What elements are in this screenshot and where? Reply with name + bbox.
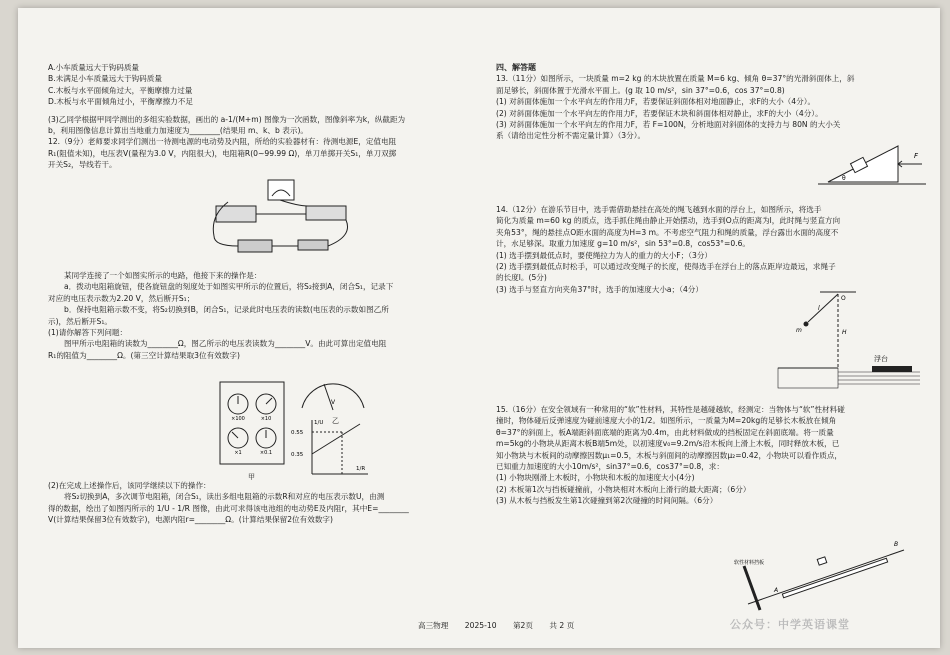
q15-line: 知小物块与木板间的动摩擦因数μ₁=0.5，木板与斜面间的动摩擦因数μ₂=0.42，小物块可以看作质点， <box>496 450 843 460</box>
incline-figure-q13 <box>818 138 928 190</box>
q14-text <box>496 204 926 295</box>
q12-line2: R₁(阻值未知)，电压表V(量程为3.0 V，内阻很大)，电阻箱R(0~99.99 Ω)，单刀单掷开关S₁，单刀双掷 <box>48 148 397 158</box>
q12-part2-text <box>48 480 488 526</box>
height-h-label: H <box>842 329 847 336</box>
option-a: A.小车质量远大于钩码质量 <box>48 63 140 72</box>
q14-line: 14.（12分）在游乐节目中，选手需借助悬挂在高处的绳飞越到水面的浮台上，如图所示，将选手 <box>496 205 822 214</box>
proc-line: 对应的电压表示数为2.20 V，然后断开S₁； <box>48 293 195 303</box>
q15-text <box>496 404 926 507</box>
watermark: 公众号：中学英语课堂 <box>730 618 850 631</box>
q12-line1: 12.（9分）老师要求同学们测出一待测电源的电动势及内阻，所给的实验器材有：待测电源E，定值电阻 <box>48 137 397 147</box>
knob-label: ×1 <box>234 450 242 456</box>
graph-1u-1r <box>290 418 370 478</box>
q14-line: 计，水足够深。取重力加速度 g=10 m/s²，sin 53°=0.8，cos53°=0.6。 <box>496 239 750 249</box>
part2-line: (2)在完成上述操作后，该同学继续以下的操作： <box>48 481 211 490</box>
proc-line: R₁的阻值为________Ω。(第三空计算结果取3位有效数字) <box>48 350 240 360</box>
left-column <box>48 62 488 171</box>
q13-line: (2) 对斜面体施加一个水平向左的作用力F，若要保证木块和斜面体相对静止，求F的大小（4分）。 <box>496 108 823 118</box>
q11-part3-line1: (3)乙同学根据甲同学测出的多组实验数据，画出的 a-1/(M+m) 图像为一次函数，图像斜率为k，纵截距为 <box>48 114 406 124</box>
section-title: 四、解答题 <box>496 63 536 72</box>
q14-line: (3) 选手与竖直方向夹角37°时，选手的加速度大小a；（4分） <box>496 284 703 294</box>
tick-035: 0.35 <box>291 452 304 458</box>
part2-line: 将S₂切换到A，多次调节电阻箱，闭合S₁，读出多组电阻箱的示数R和对应的电压表示数U，由测 <box>64 492 385 502</box>
q14-line: 简化为质量 m=60 kg 的质点，选手抓住绳由静止开始摆动，选手到O点的距离为l，此时绳与竖直方向 <box>496 216 841 226</box>
theta-label: θ <box>842 175 846 182</box>
proc-line: a．拨动电阻箱旋钮，使各旋钮盘的刻度处于如图实甲所示的位置后，将S₂接到A，闭合S₁，记录下 <box>64 282 394 292</box>
point-a-label: A <box>774 587 779 594</box>
board-figure-q15 <box>708 532 908 612</box>
option-b: B.未满足小车质量远大于钩码质量 <box>48 74 162 84</box>
q15-line: (2) 木板第1次与挡板碰撞前，小物块相对木板向上滑行的最大距离；（6分） <box>496 484 751 494</box>
resistance-box-icon <box>216 206 256 222</box>
right-column <box>496 62 926 142</box>
q14-line: 的长度l。(5分) <box>496 273 547 283</box>
battery-icon <box>238 240 272 252</box>
q15-line: θ=37°的斜面上，板A端距斜面底端的距离为0.4m，由此材料做成的挡板固定在斜面底端。将一质量 <box>496 427 834 437</box>
q13-line: 面足够长，斜面体置于光滑水平面上。(g 取 10 m/s²，sin 37°=0.6，cos 37°=0.8) <box>496 85 785 95</box>
graph-x-label: 1/R <box>356 466 366 472</box>
q11-part3-line2: b，利用图像信息计算出当地重力加速度为________(结果用 m、k、b 表示)。 <box>48 126 308 136</box>
meter-v-label: V <box>330 399 336 406</box>
q15-line: (1) 小物块刚滑上木板时，小物块和木板的加速度大小(4分) <box>496 473 695 483</box>
part2-line: V(计算结果保留3位有效数字)，电源内阻r=________Ω。(计算结果保留2位有效数字) <box>48 515 333 525</box>
knob-label: ×0.1 <box>259 450 273 456</box>
mass-m-label: m <box>796 327 802 334</box>
resistor-r1-icon <box>298 240 328 250</box>
graph-y-label: 1/U <box>314 420 324 426</box>
q14-line: (1) 选手摆到最低点时，要使绳拉力为人的重力的大小F；（3分） <box>496 250 713 260</box>
switch-s2-icon <box>306 206 346 220</box>
force-f-label: F <box>914 152 919 160</box>
q13-line: 13.（11分）如图所示，一块质量 m=2 kg 的木块放置在质量 M=6 kg、倾角 θ=37°的光滑斜面体上，斜 <box>496 74 855 84</box>
proc-line: (1)请你解答下列问题： <box>48 328 128 338</box>
footer-page: 第2页 <box>512 621 533 630</box>
part2-line: 得的数据，绘出了如图丙所示的 1/U - 1/R 图像，由此可求得该电池组的电动势E及内阻r，其中E=________ <box>48 503 409 513</box>
knob-label: ×100 <box>231 416 245 422</box>
footer-subject: 高三物理 <box>418 621 449 630</box>
q15-line: 撞时，物体碰后反弹速度为碰前速度大小的1/2。如图所示，一质量为M=20kg的足够长木板放在倾角 <box>496 416 837 426</box>
knob-label: ×10 <box>260 416 272 422</box>
resistance-box-figure <box>218 380 288 472</box>
fig-label-jia: 甲 <box>248 473 255 481</box>
soft-barrier-label: 软性材料挡板 <box>734 560 765 566</box>
fig-label-yi: 乙 <box>332 417 339 425</box>
circuit-diagram <box>208 176 358 268</box>
rope-l-label: l <box>818 305 820 312</box>
voltmeter-dial <box>296 374 370 414</box>
q14-line: 夹角53°，绳的悬挂点O距水面的高度为H=3 m。不考虑空气阻力和绳的质量，浮台露出水面的高度不 <box>496 227 839 237</box>
q13-line: (3) 对斜面体施加一个水平向左的作用力F，若 F=100N，分析地面对斜面体的支持力与 80N 的大小关 <box>496 120 841 130</box>
proc-line: 某同学连接了一个如图实所示的电路，他接下来的操作是： <box>64 271 262 280</box>
q13-line: (1) 对斜面体施加一个水平向左的作用力F，若要保证斜面体相对地面静止，求F的大小（4分）。 <box>496 97 816 107</box>
proc-line: 图甲所示电阻箱的读数为________Ω，图乙所示的电压表读数为________V。由此可算出定值电阻 <box>64 339 387 349</box>
swing-figure-q14 <box>774 288 924 392</box>
proc-line: 示)，然后断开S₁。 <box>48 316 112 326</box>
procedure-text <box>48 270 488 361</box>
footer-date: 2025-10 <box>464 621 497 630</box>
point-b-label: B <box>894 541 899 548</box>
footer-total: 共 2 页 <box>549 621 575 630</box>
q15-line: m=5kg的小物块从距离木板B端5m处，以初速度v₀=9.2m/s沿木板向上滑上木板，同时释放木板，已 <box>496 439 840 449</box>
q12-line3: 开关S₂，导线若干。 <box>48 160 117 170</box>
tick-055: 0.55 <box>291 430 304 436</box>
q13-line: 系（请给出定性分析不需定量计算）（3分）。 <box>496 131 646 141</box>
proc-line: b．保持电阻箱示数不变，将S₂切换到B，闭合S₁，记录此时电压表的读数(电压表的示数如图乙所 <box>64 305 389 315</box>
q15-line: 15.（16分）在安全领域有一种常用的“软”性材料，其特性是越碰越软，经测定：当物体与“软”性材料碰 <box>496 405 845 414</box>
exam-page <box>18 8 940 648</box>
q14-line: (2) 选手摆到最低点时松手，可以通过改变绳子的长度，使得选手在浮台上的落点距岸边最远，求绳子 <box>496 262 836 272</box>
option-c: C.木板与水平面倾角过大，平衡摩擦力过量 <box>48 85 193 95</box>
q15-line: 已知重力加速度的大小10m/s²，sin37°=0.6，cos37°=0.8，求： <box>496 462 724 472</box>
option-d: D.木板与水平面倾角过小，平衡摩擦力不足 <box>48 97 193 107</box>
point-o-label: O <box>841 295 846 302</box>
platform-label: 浮台 <box>874 355 888 363</box>
q15-line: (3) 从木板与挡板发生第1次碰撞到第2次碰撞的时间间隔。（6分） <box>496 496 718 506</box>
footer <box>418 620 588 631</box>
